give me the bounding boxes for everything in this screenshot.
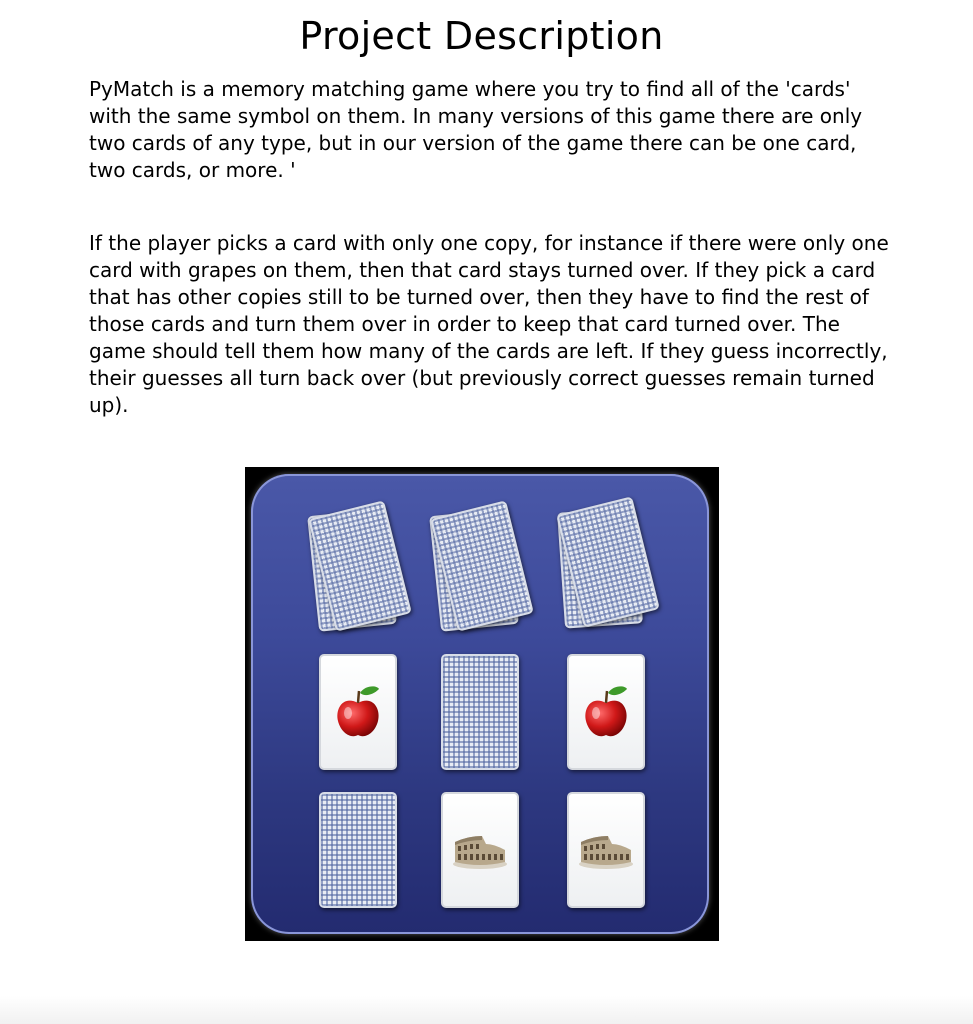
paragraph-rules: If the player picks a card with only one copy, for instance if there were only one card with grapes on them, then that card stays turned over. If they pick a card that has other copies still to be turned over, then they have to find the rest of those cards and turn them over in order to keep that card turned over. The game should tell them how many of the cards are left. If they guess incorrectly, their guesses all turn back over (but previously correct guesses remain turned up).	[89, 231, 889, 417]
colosseum-icon	[578, 830, 634, 870]
card-apple	[319, 654, 397, 770]
card-colosseum	[441, 792, 519, 908]
colosseum-icon	[452, 830, 508, 870]
card-colosseum	[567, 792, 645, 908]
paragraph-intro: PyMatch is a memory matching game where you try to find all of the 'cards' with the same symbol on them. In many versions of this game there are only two cards of any type, but in our version of the game there can be one card, two cards, or more. '	[89, 77, 863, 182]
card-apple	[567, 654, 645, 770]
card-back	[441, 654, 519, 770]
card-back	[319, 792, 397, 908]
apple-icon	[333, 683, 383, 741]
game-board	[251, 474, 709, 934]
apple-icon	[581, 683, 631, 741]
page-title: Project Description	[299, 14, 664, 58]
window-bottom-edge	[0, 996, 973, 1024]
game-screenshot	[245, 467, 719, 941]
